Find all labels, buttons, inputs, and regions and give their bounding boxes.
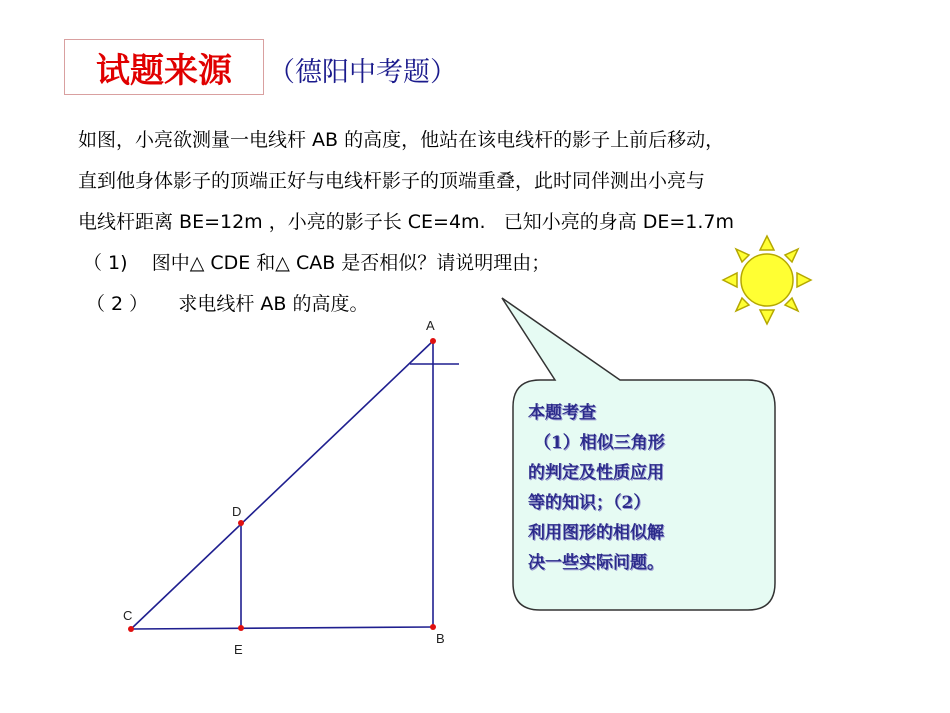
callout-text [528, 398, 768, 578]
callout-line-4: 等的知识；（2） [528, 493, 651, 513]
sun-icon [723, 236, 811, 324]
callout-line-1: 本题考查 [528, 403, 596, 423]
label-D: D [232, 504, 242, 519]
problem-line-1: 如图，小亮欲测量一电线杆 AB 的高度，他站在该电线杆的影子上前后移动， [78, 129, 725, 151]
point-A [430, 338, 436, 344]
sun-ray [797, 273, 811, 287]
point-E [238, 625, 244, 631]
sun-ray [760, 310, 774, 324]
point-C [128, 626, 134, 632]
line-CB [131, 627, 433, 629]
question-1: （ 1) 图中△ CDE 和△ CAB 是否相似？请说明理由； [83, 252, 551, 274]
sun-disc [741, 254, 793, 306]
sun-ray [736, 249, 749, 262]
sun-ray [785, 249, 798, 262]
callout-line-2: （1）相似三角形 [528, 433, 665, 453]
sun-ray [736, 298, 749, 311]
callout-line-5: 利用图形的相似解 [528, 523, 664, 543]
callout-line-3: 的判定及性质应用 [528, 463, 664, 483]
label-B: B [436, 631, 445, 646]
problem-line-3: 电线杆距离 BE=12m ，小亮的影子长 CE=4m. 已知小亮的身高 DE=1.7m [78, 211, 735, 233]
point-D [238, 520, 244, 526]
line-CA [131, 341, 433, 629]
question-2: （ 2 ） 求电线杆 AB 的高度。 [86, 293, 369, 315]
source-title: 试题来源 [96, 50, 232, 91]
problem-line-2: 直到他身体影子的顶端正好与电线杆影子的顶端重叠，此时同伴测出小亮与 [78, 170, 706, 192]
label-E: E [234, 642, 243, 657]
label-A: A [426, 318, 435, 333]
label-C: C [123, 608, 133, 623]
sun-ray [723, 273, 737, 287]
sun-ray [760, 236, 774, 250]
sun-ray [785, 298, 798, 311]
callout-line-6: 决一些实际问题。 [528, 553, 664, 573]
point-B [430, 624, 436, 630]
source-subtitle: （德阳中考题） [268, 57, 457, 88]
